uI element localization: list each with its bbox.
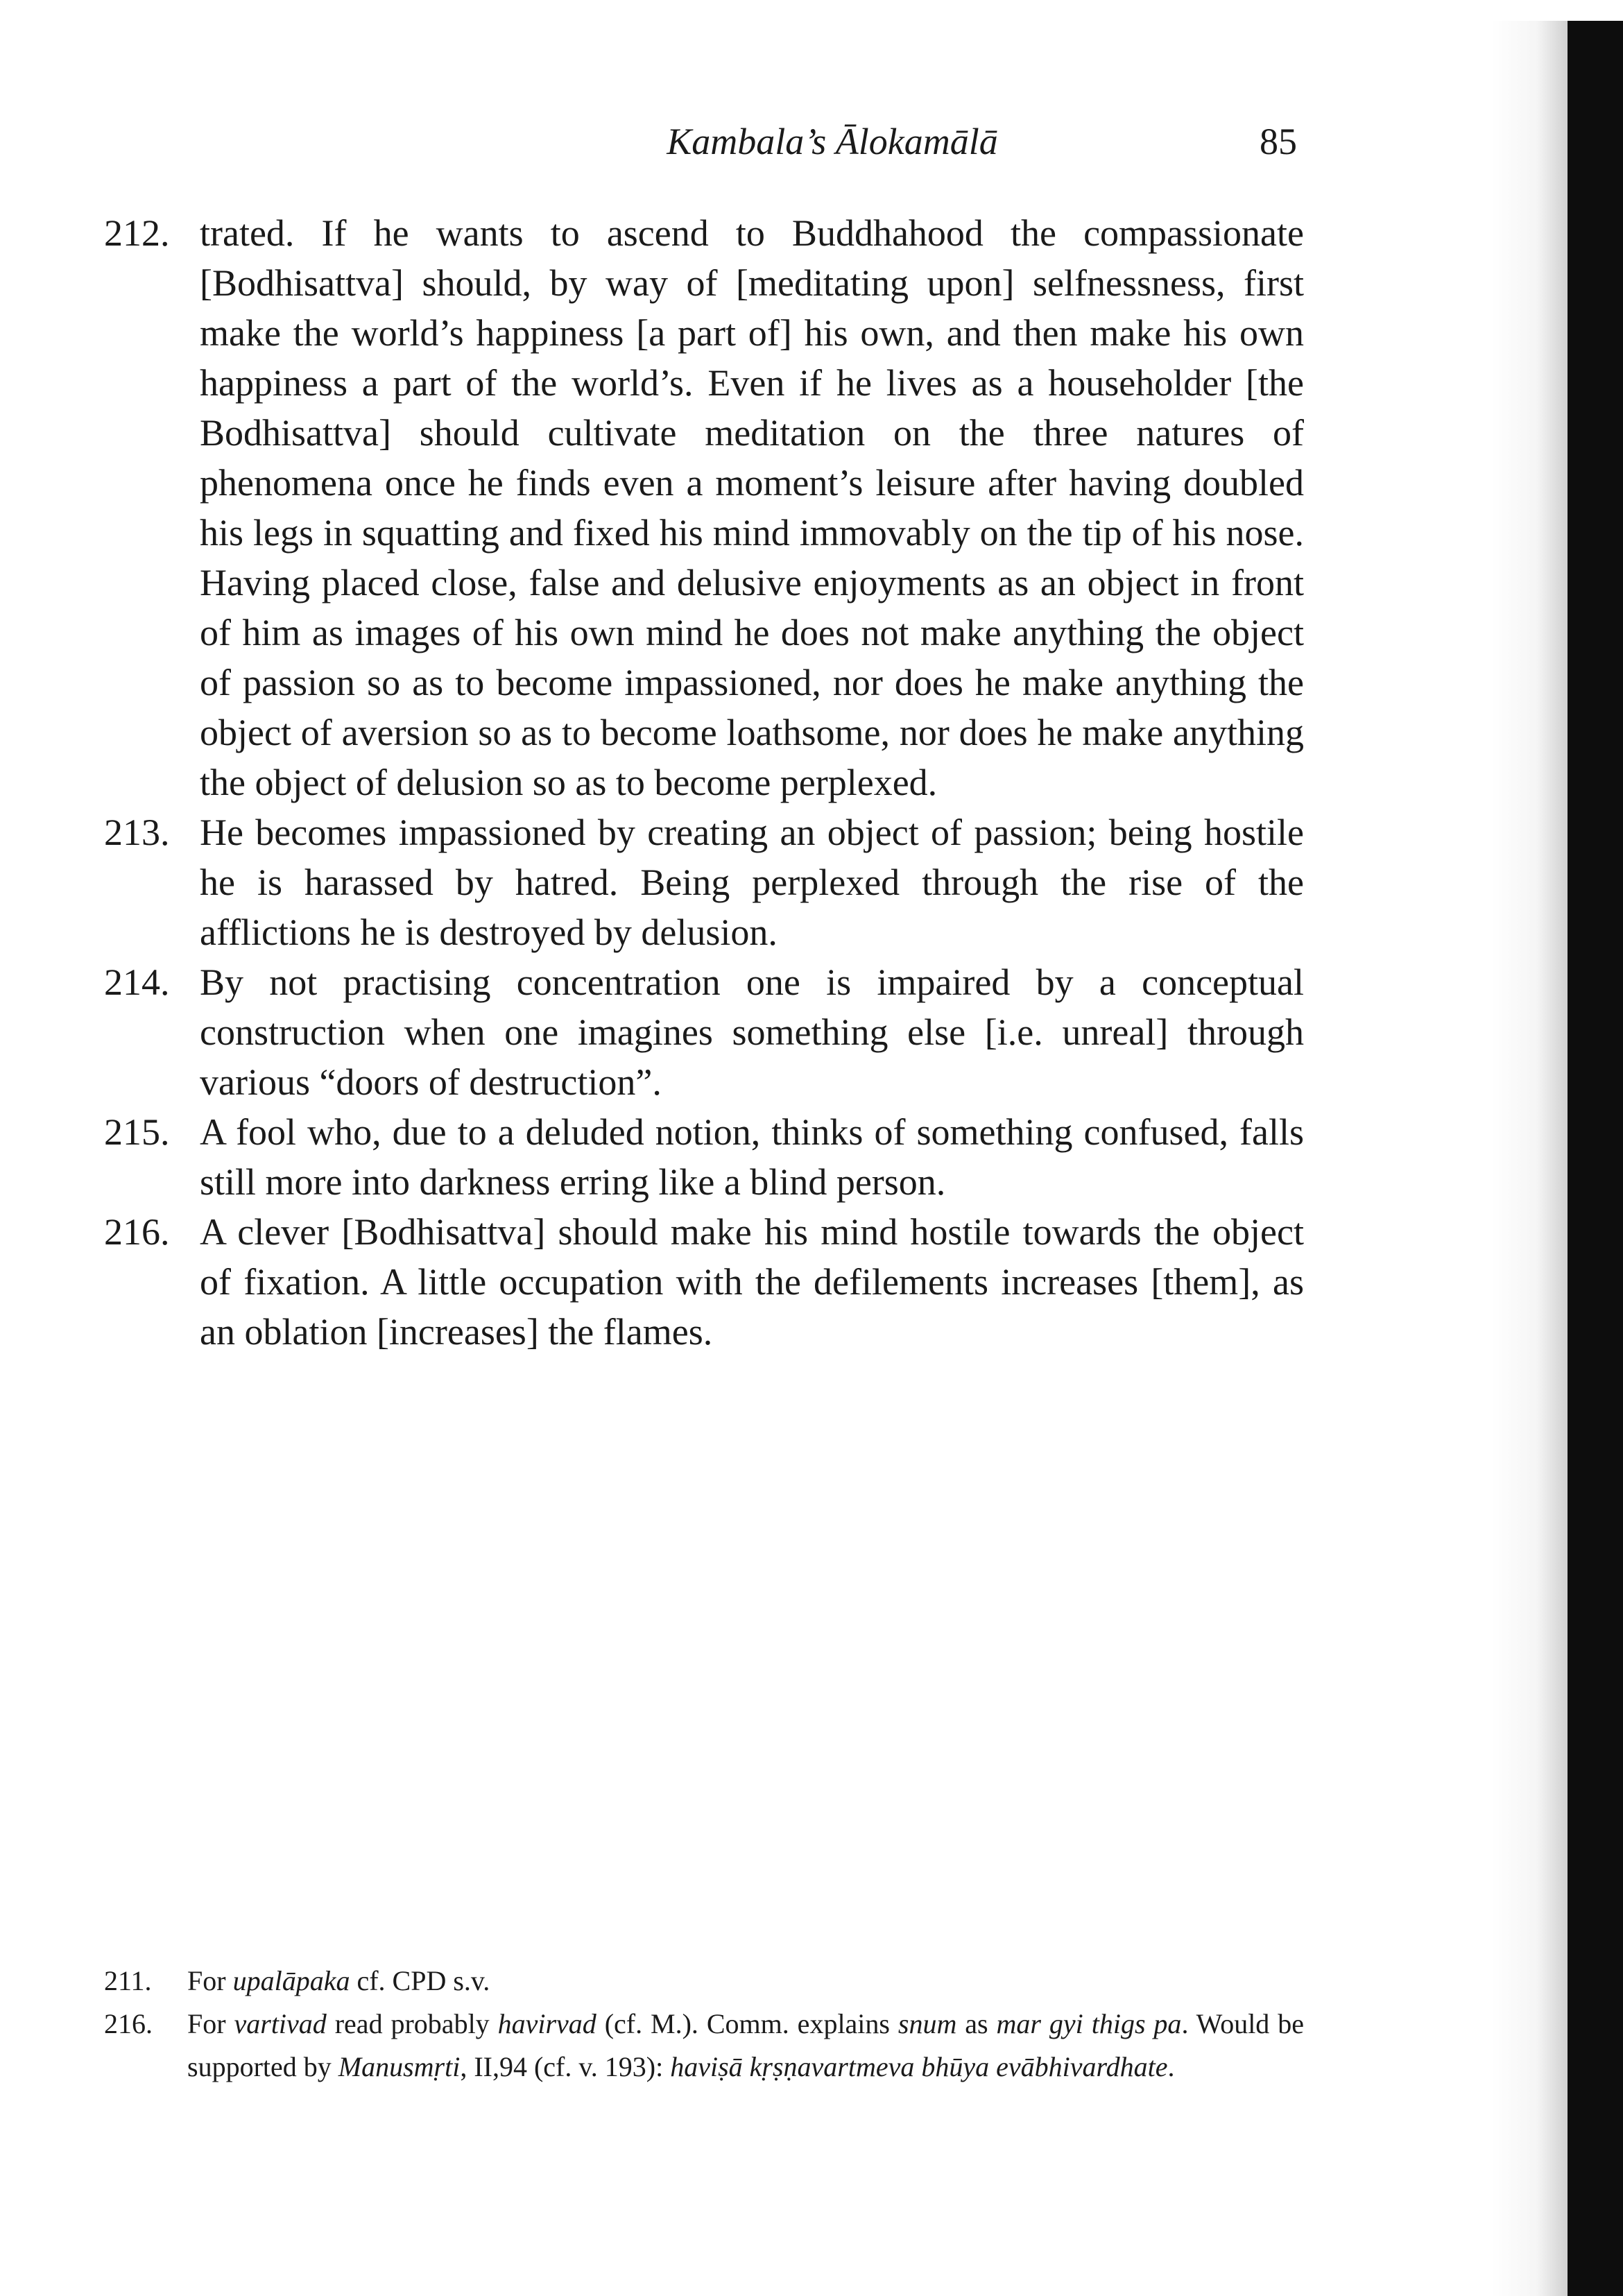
page-edge-dark-border <box>1568 21 1623 2296</box>
verse-212 <box>104 208 1304 807</box>
verse-text: A clever [Bodhisattva] should make his mind hostile towards the object of fixation. A little occupation with the defilements increases [them], as an oblation [increases] the flames. <box>200 1211 1304 1353</box>
footnote-segment-italic: vartivad <box>234 2008 327 2039</box>
footnote-segment: , II,94 (cf. v. 193): <box>460 2051 671 2082</box>
verse-215 <box>104 1107 1304 1207</box>
footnote-segment: For <box>187 1965 233 1996</box>
footnote-segment-italic: havirvad <box>497 2008 596 2039</box>
footnote-segment-italic: upalāpaka <box>232 1965 350 1996</box>
page-header <box>187 117 1297 179</box>
verse-213 <box>104 807 1304 957</box>
footnote-text <box>187 2003 1304 2089</box>
verse-number: 212. <box>104 212 170 254</box>
verse-text: He becomes impassioned by creating an object of passion; being hostile he is harassed by hatred. Being perplexed through the rise of the afflictions he is destroyed by delusion. <box>200 812 1304 953</box>
page-number: 85 <box>1260 121 1297 162</box>
footnote-segment: (cf. M.). Comm. explains <box>596 2008 898 2039</box>
verse-text: A fool who, due to a deluded notion, thinks of something confused, falls still more into darkness erring like a blind person. <box>200 1111 1304 1203</box>
footnote-segment: cf. CPD s.v. <box>350 1965 490 1996</box>
footnote-number: 211. <box>104 1965 152 1996</box>
footnote-text <box>187 1960 1304 2003</box>
footnote-216 <box>104 2003 1304 2089</box>
footnote-segment: . <box>1167 2051 1175 2082</box>
footnote-segment: as <box>956 2008 997 2039</box>
verse-number: 213. <box>104 812 170 853</box>
page-gutter-shadow <box>1491 21 1568 2296</box>
verse-number: 216. <box>104 1211 170 1253</box>
footnote-number: 216. <box>104 2008 153 2039</box>
verse-214 <box>104 957 1304 1107</box>
footnote-segment: . Would be supported by <box>187 2008 1304 2082</box>
footnotes <box>104 1960 1304 2089</box>
footnote-segment-italic: mar gyi thigs pa <box>996 2008 1182 2039</box>
verse-216 <box>104 1207 1304 1357</box>
footnote-segment-italic: haviṣā kṛṣṇavartmeva bhūya evābhivardhate <box>670 2051 1168 2082</box>
verse-number: 215. <box>104 1111 170 1153</box>
footnote-segment: read probably <box>326 2008 498 2039</box>
verse-text: trated. If he wants to ascend to Buddhahood the compassionate [Bodhisattva] should, by way of [meditating upon] selfnessness, first make the world’s happiness [a part of] his own, and then make his own happiness a part of the world’s. Even if he lives as a householder [the Bodhisattva] should cultivate meditation on the three natures of phenomena once he finds even a moment’s leisure after having doubled his legs in squatting and fixed his mind immovably on the tip of his nose. Having placed close, false and delusive enjoyments as an object in front of him as images of his own mind he does not make anything the object of passion so as to become impassioned, nor does he make anything the object of aversion so as to become loathsome, nor does he make anything the object of delusion so as to become perplexed. <box>200 212 1304 803</box>
verse-text: By not practising concentration one is impaired by a conceptual construction when one imagines something else [i.e. unreal] through various “doors of destruction”. <box>200 961 1304 1103</box>
main-text <box>104 208 1304 1357</box>
footnote-segment-italic: Manusmṛti <box>338 2051 461 2082</box>
footnote-211 <box>104 1960 1304 2003</box>
running-title: Kambala’s Ālokamālā <box>667 121 998 162</box>
verse-number: 214. <box>104 961 170 1003</box>
footnote-segment-italic: snum <box>898 2008 957 2039</box>
footnote-segment: For <box>187 2008 234 2039</box>
